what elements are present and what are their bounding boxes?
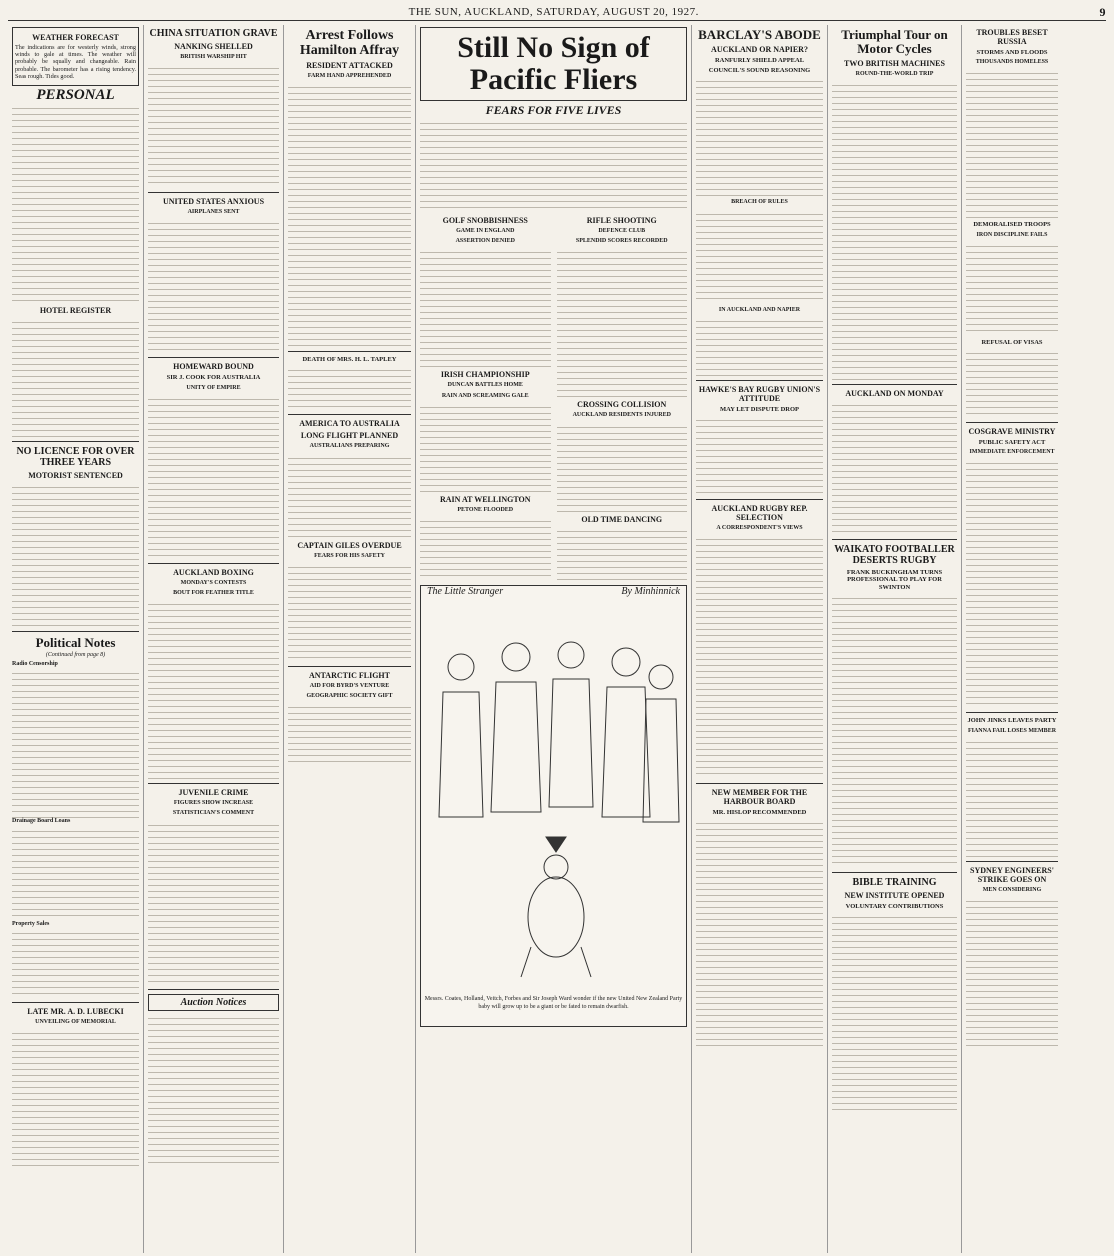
cartoon-caption: Messrs. Coates, Holland, Veitch, Forbes and Sir Joseph Ward wonder if the new United New Zealand Party baby will grow up to be a giant or be fated to remain dwarfish. [424, 996, 683, 1010]
crossing-sub: AUCKLAND RESIDENTS INJURED [572, 412, 671, 419]
dispute-heading: MAY LET DISPUTE DROP [719, 405, 800, 413]
motorist-text [12, 482, 139, 627]
main-subhead: FEARS FOR FIVE LIVES [485, 103, 622, 117]
hawkes-text [696, 415, 823, 495]
crossing-heading: CROSSING COLLISION [577, 400, 667, 410]
rain-heading: RAIN AT WELLINGTON [439, 494, 531, 504]
bible-heading: BIBLE TRAINING [852, 876, 937, 888]
homeless-heading: THOUSANDS HOMELESS [975, 59, 1049, 66]
refusal-text [966, 348, 1058, 418]
column-2 [144, 25, 284, 1253]
airplanes-heading: AIRPLANES SENT [187, 209, 240, 216]
arrest-text [288, 82, 411, 347]
splendid-heading: SPLENDID SCORES RECORDED [575, 238, 668, 245]
hotel-register-heading: HOTEL REGISTER [39, 306, 112, 316]
political-heading: Political Notes [35, 635, 116, 651]
bout-heading: BOUT FOR FEATHER TITLE [173, 590, 254, 597]
round-heading: ROUND-THE-WORLD TRIP [855, 71, 934, 77]
jinks-text [966, 737, 1058, 857]
america-heading: AMERICA TO AUSTRALIA [299, 419, 400, 429]
column-8 [962, 25, 1062, 1253]
homeward-heading: HOMEWARD BOUND [173, 362, 254, 372]
russia-text [966, 68, 1058, 218]
cartoon [420, 585, 687, 1027]
masthead-title: THE SUN, AUCKLAND, SATURDAY, AUGUST 20, 1927. [408, 6, 699, 18]
abode-sub: AUCKLAND OR NAPIER? [711, 45, 808, 54]
irish-sub2: RAIN AND SCREAMING GALE [441, 392, 529, 399]
monday-contests-heading: MONDAY'S CONTESTS [180, 579, 247, 586]
column-7 [828, 25, 962, 1253]
unveiling-text [12, 1028, 139, 1168]
jinks-heading: JOHN JINKS LEAVES PARTY [967, 717, 1057, 725]
hislop-heading: MR. HISLOP RECOMMENDED [712, 809, 807, 817]
unity-heading: UNITY OF EMPIRE [186, 384, 241, 391]
russia-heading: TROUBLES BESET RUSSIA [976, 28, 1048, 46]
boxing-text [148, 599, 279, 779]
golf-text [420, 247, 551, 367]
bible-text [832, 912, 957, 1112]
dancing-text [557, 526, 688, 581]
voluntary-heading: VOLUNTARY CONTRIBUTIONS [845, 902, 944, 910]
barclay-text [696, 76, 823, 196]
china-text [148, 63, 279, 188]
rain-text [420, 516, 551, 581]
irish-sub: DUNCAN BATTLES HOME [447, 382, 523, 389]
waikato-heading: WAIKATO FOOTBALLER DESERTS RUGBY [834, 544, 955, 567]
resident-heading: RESIDENT ATTACKED [306, 61, 393, 70]
antarctic-heading: ANTARCTIC FLIGHT [309, 670, 390, 680]
no-licence-heading: NO LICENCE FOR OVER THREE YEARS [16, 446, 135, 469]
byrd-heading: AID FOR BYRD'S VENTURE [309, 682, 390, 689]
masthead [8, 4, 1106, 21]
property-text [12, 928, 139, 998]
personal-text [12, 103, 139, 303]
juvenile-text [148, 820, 279, 985]
geographic-heading: GEOGRAPHIC SOCIETY GIFT [306, 693, 393, 700]
monday-text [832, 400, 957, 535]
weather-heading: WEATHER FORECAST [32, 33, 119, 42]
statistician-heading: STATISTICIAN'S COMMENT [172, 810, 255, 817]
dancing-heading: OLD TIME DANCING [581, 514, 663, 524]
rifle-text [557, 247, 688, 397]
defence-heading: DEFENCE CLUB [598, 228, 646, 234]
late-heading: LATE MR. A. D. LUBECKI [27, 1006, 124, 1016]
arrest-heading: Arrest Follows Hamilton Affray [299, 28, 400, 58]
refusal-heading: REFUSAL OF VISAS [981, 338, 1043, 346]
fears-safety-heading: FEARS FOR HIS SAFETY [314, 552, 385, 559]
tour-text [832, 80, 957, 380]
death-heading: DEATH OF MRS. H. L. TAPLEY [302, 356, 397, 364]
main-text [420, 118, 687, 213]
us-heading: UNITED STATES ANXIOUS [162, 197, 265, 207]
centre-spread [416, 25, 692, 1253]
column-6 [692, 25, 828, 1253]
column-3 [284, 25, 416, 1253]
golf-sub: GAME IN ENGLAND [456, 228, 515, 234]
giles-text [288, 562, 411, 662]
hislop-text [696, 818, 823, 1048]
sydney-text [966, 896, 1058, 1046]
hotel-register-text [12, 317, 139, 437]
motorist-heading: MOTORIST SENTENCED [28, 471, 123, 481]
machines-heading: TWO BRITISH MACHINES [844, 59, 945, 68]
cook-heading: SIR J. COOK FOR AUSTRALIA [166, 374, 261, 382]
buckingham-heading: FRANK BUCKINGHAM TURNS PROFESSIONAL TO PLAY FOR SWINTON [846, 569, 943, 591]
main-headline-box [420, 27, 687, 101]
us-text [148, 218, 279, 353]
rugby-heading: AUCKLAND RUGBY REP. SELECTION [711, 504, 808, 523]
warship-heading: BRITISH WARSHIP HIT [180, 54, 247, 60]
golf-sub2: ASSERTION DENIED [455, 238, 515, 245]
irish-heading: IRISH CHAMPIONSHIP [440, 370, 530, 380]
petone-heading: PETONE FLOODED [457, 506, 514, 513]
demoralised-text [966, 241, 1058, 336]
boxing-heading: AUCKLAND BOXING [173, 567, 254, 577]
iron-heading: IRON DISCIPLINE FAILS [976, 231, 1048, 238]
council-heading: COUNCIL'S SOUND REASONING [708, 67, 811, 75]
auction-heading: Auction Notices [148, 994, 279, 1011]
china-heading: CHINA SITUATION GRAVE [149, 28, 278, 39]
sydney-heading: SYDNEY ENGINEERS' STRIKE GOES ON [970, 865, 1054, 884]
member-heading: NEW MEMBER FOR THE HARBOUR BOARD [711, 788, 808, 807]
safety-heading: PUBLIC SAFETY ACT [978, 439, 1046, 447]
immediate-heading: IMMEDIATE ENFORCEMENT [969, 449, 1055, 456]
demoralised-heading: DEMORALISED TROOPS [973, 221, 1051, 229]
radio-heading: Radio Censorship [12, 661, 58, 668]
auction-text [148, 1013, 279, 1163]
napier-heading: IN AUCKLAND AND NAPIER [718, 306, 801, 313]
cartoon-illustration [421, 597, 687, 992]
cosgrave-heading: COSGRAVE MINISTRY [968, 427, 1056, 437]
ranfurly-heading: RANFURLY SHIELD APPEAL [714, 57, 805, 64]
cartoon-artist: By Minhinnick [621, 586, 680, 598]
storms-heading: STORMS AND FLOODS [976, 49, 1048, 56]
tour-heading: Triumphal Tour on Motor Cycles [841, 27, 948, 56]
main-headline: Still No Sign of Pacific Fliers [457, 31, 650, 96]
juvenile-heading: JUVENILE CRIME [178, 788, 249, 798]
rugby-text [696, 534, 823, 779]
drainage-text [12, 826, 139, 921]
death-text [288, 365, 411, 410]
homeward-text [148, 394, 279, 559]
long-flight-heading: LONG FLIGHT PLANNED [300, 431, 399, 441]
nanking-heading: NANKING SHELLED [174, 42, 253, 51]
figures-heading: FIGURES SHOW INCREASE [173, 800, 254, 807]
breach-heading: BREACH OF RULES [731, 199, 788, 206]
farm-heading: FARM HAND APPREHENDED [307, 73, 392, 79]
cartoon-title: The Little Stranger [427, 586, 504, 598]
australians-preparing-heading: AUSTRALIANS PREPARING [309, 443, 390, 450]
page-number: 9 [1099, 4, 1106, 19]
personal-heading: PERSONAL [36, 87, 115, 104]
golf-heading: GOLF SNOBBISHNESS [442, 216, 528, 225]
irish-text [420, 402, 551, 492]
rifle-heading: RIFLE SHOOTING [586, 216, 657, 225]
political-sub: (Continued from page 8) [45, 652, 106, 659]
waikato-text [832, 593, 957, 868]
hawkes-heading: HAWKE'S BAY RUGBY UNION'S ATTITUDE [698, 384, 821, 403]
auckland-monday-heading: AUCKLAND ON MONDAY [845, 389, 944, 399]
america-text [288, 453, 411, 538]
cosgrave-text [966, 458, 1058, 708]
fianna-heading: FIANNA FAIL LOSES MEMBER [967, 727, 1057, 734]
crossing-text [557, 422, 688, 512]
columns [8, 25, 1106, 1253]
men-heading: MEN CONSIDERING [982, 886, 1042, 893]
radio-text [12, 668, 139, 818]
napier-text [696, 316, 823, 376]
weather-text: The indications are for westerly winds, strong winds to gale at times. The weather will probably be squally and changeable. Rain probable. The barometer has a rising tendency. Seas rough. Tides good. [15, 44, 136, 80]
barclay-heading: BARCLAY'S ABODE [698, 27, 821, 42]
column-1 [8, 25, 144, 1253]
antarctic-text [288, 702, 411, 762]
correspondent-heading: A CORRESPONDENT'S VIEWS [716, 525, 803, 532]
unveiling-heading: UNVEILING OF MEMORIAL [35, 1018, 116, 1025]
giles-heading: CAPTAIN GILES OVERDUE [297, 540, 402, 550]
property-heading: Property Sales [12, 920, 50, 927]
breach-text [696, 209, 823, 304]
drainage-heading: Drainage Board Loans [12, 818, 71, 825]
institute-heading: NEW INSTITUTE OPENED [844, 890, 945, 900]
